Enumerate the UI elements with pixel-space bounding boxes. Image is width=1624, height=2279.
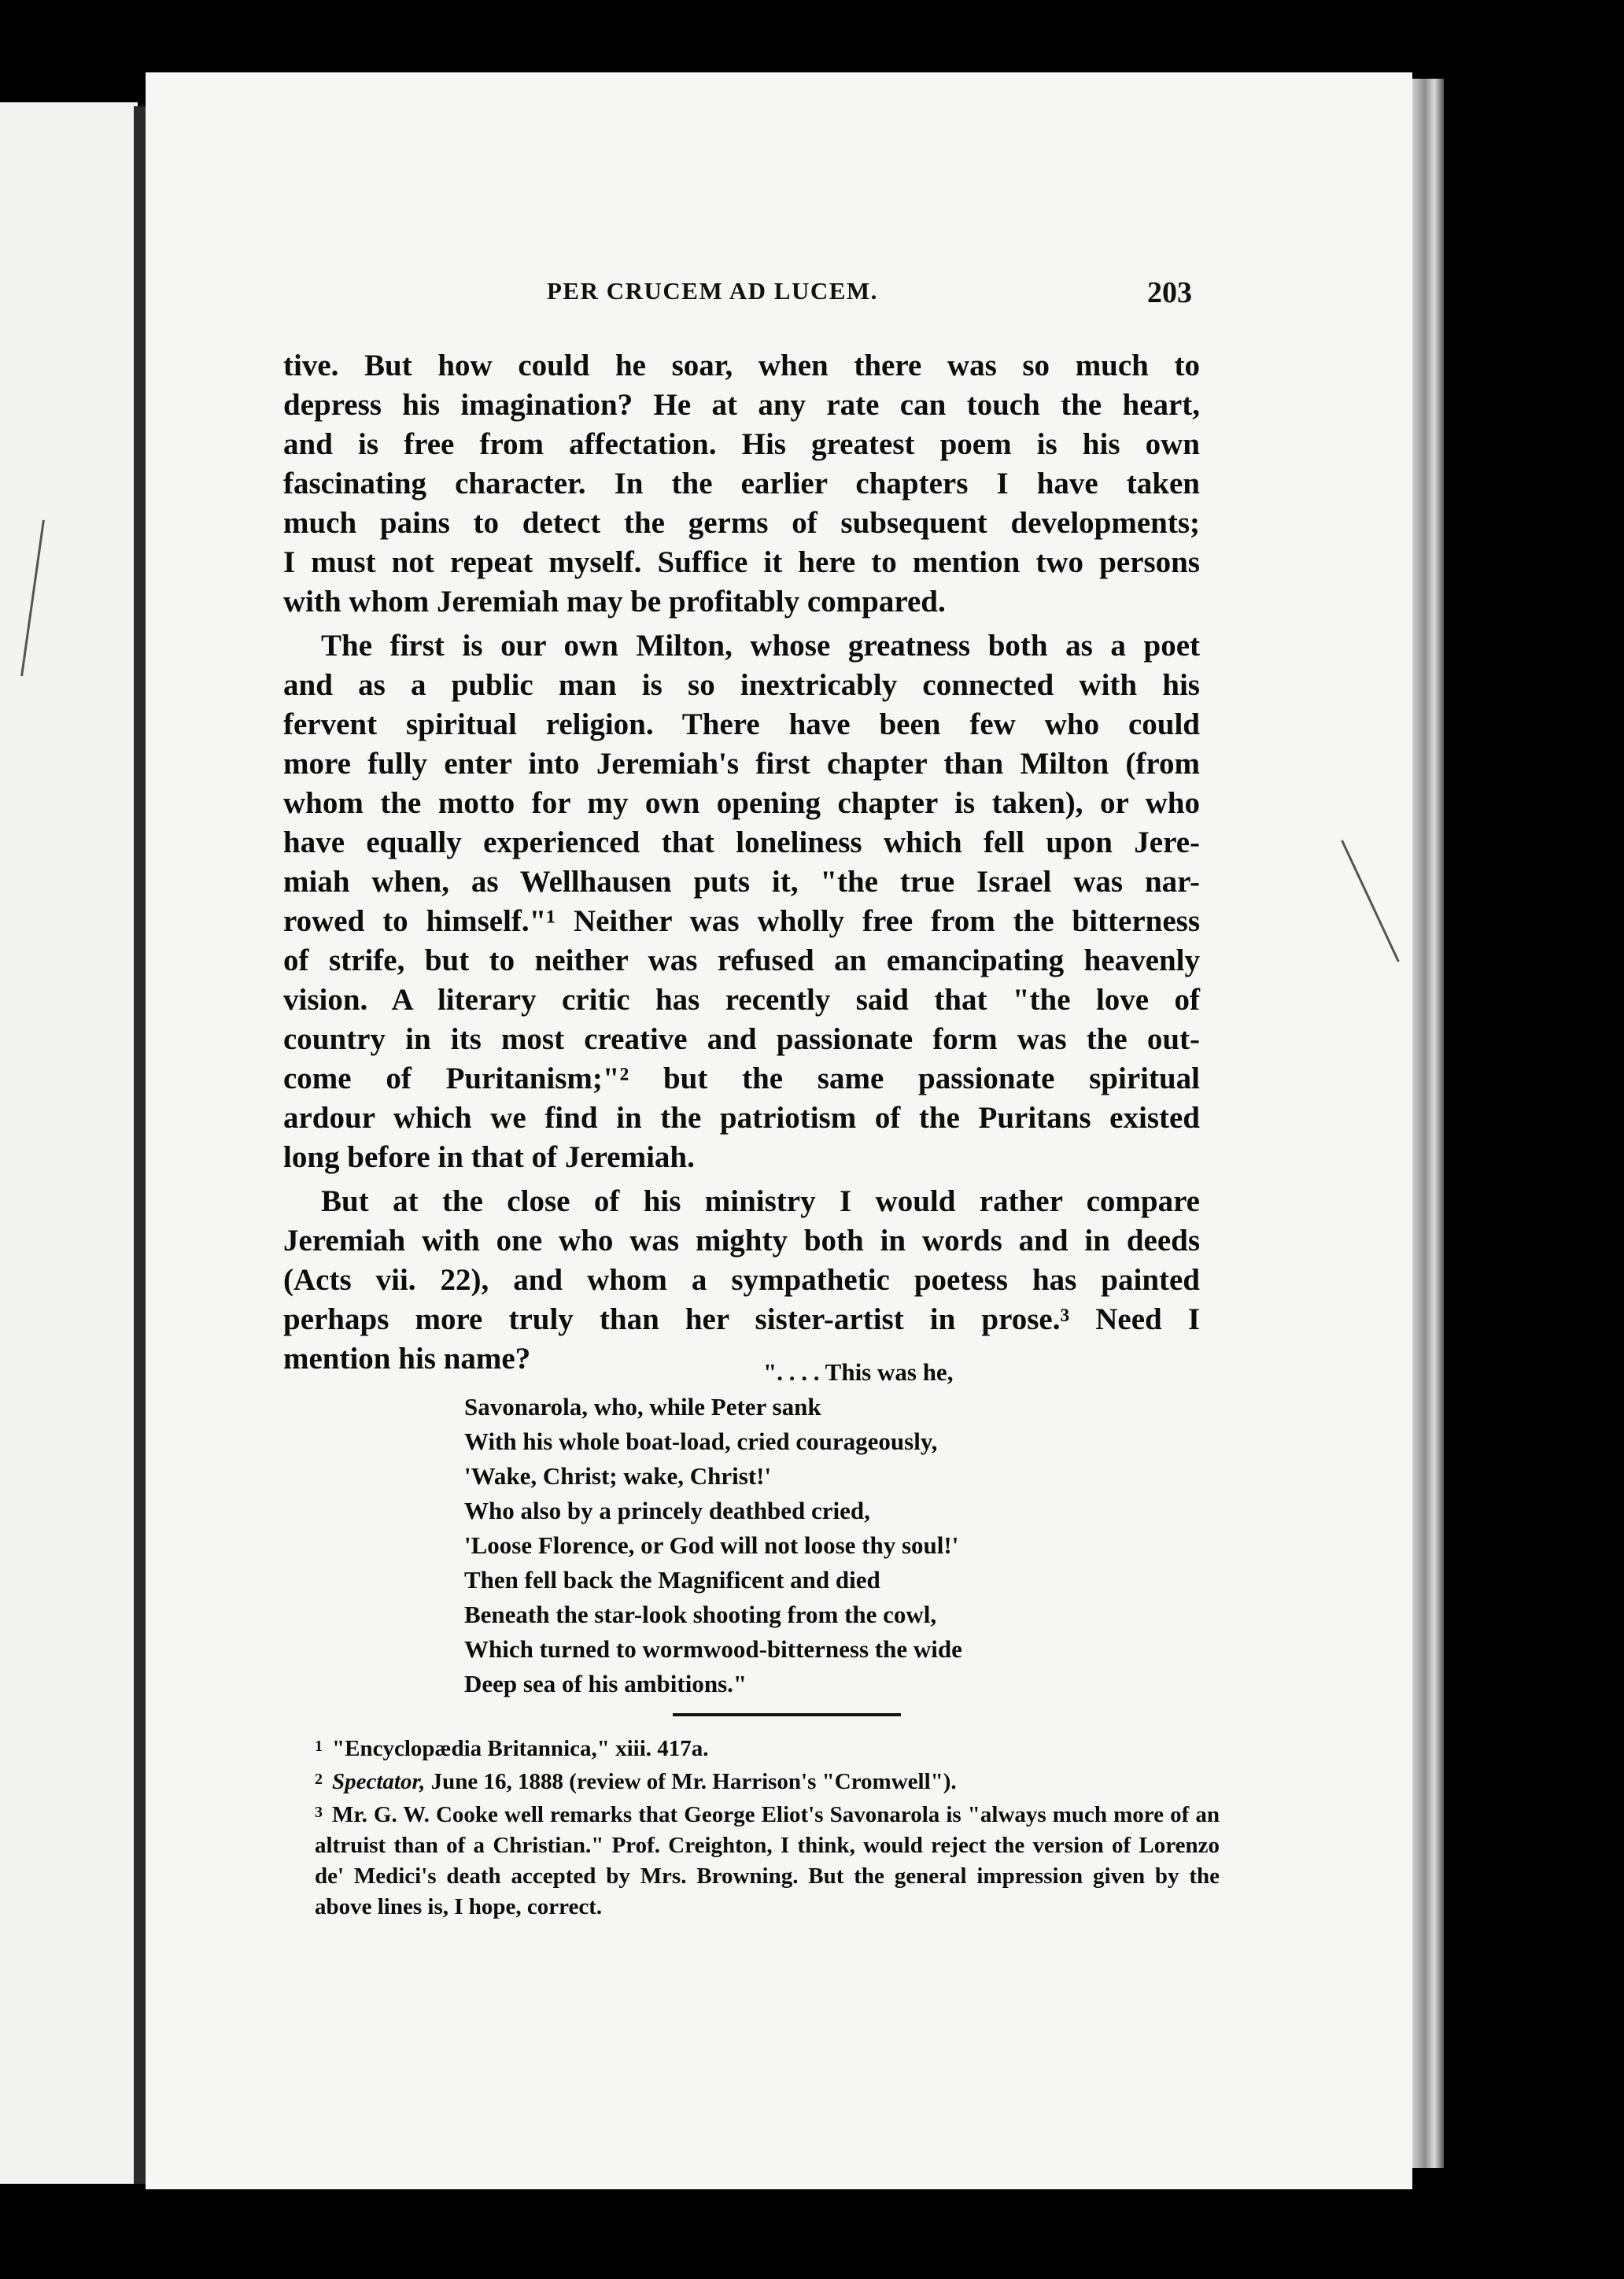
poem-line: Then fell back the Magnificent and died [464,1566,880,1594]
body-text [283,346,1200,1383]
paragraph [283,1182,1200,1379]
text-line: fascinating character. In the earlier chapters I have taken [283,467,1200,500]
facing-page-edge [0,102,138,2184]
text-line: But at the close of his ministry I would rather compare [321,1184,1200,1218]
text-line: and as a public man is so inextricably connected with his [283,668,1200,702]
text-line: depress his imagination? He at any rate can touch the heart, [283,388,1200,422]
text-line: miah when, as Wellhausen puts it, "the true Israel was nar- [283,865,1200,899]
text-line: more fully enter into Jeremiah's first chapter than Milton (from [283,747,1200,781]
footnote-divider [673,1713,901,1716]
text-line: mention his name? [283,1342,531,1376]
poem-line: Which turned to wormwood-bitterness the wide [464,1635,962,1663]
poem-line: 'Loose Florence, or God will not loose thy soul!' [464,1531,959,1559]
text-line: country in its most creative and passionate form was the out- [283,1022,1200,1056]
text-line: fervent spiritual religion. There have been few who could [283,707,1200,741]
footnote-marker: 3 [315,1804,323,1821]
text-line: tive. But how could he soar, when there was so much to [283,349,1200,382]
text-line: come of Puritanism;"² but the same passionate spiritual [283,1062,1200,1095]
running-header [547,277,1192,312]
text-line: (Acts vii. 22), and whom a sympathetic poetess has painted [283,1263,1200,1297]
footnote-marker: 1 [315,1738,323,1755]
poem-line: Deep sea of his ambitions." [464,1670,747,1697]
poem-line: 'Wake, Christ; wake, Christ!' [464,1462,772,1490]
footnote [315,1764,1220,1797]
paragraph [283,626,1200,1177]
text-line: with whom Jeremiah may be profitably compared. [283,585,946,619]
footnote-text: Mr. G. W. Cooke well remarks that George Eliot's Savonarola is "always much more of an altruist than of a Christian." Prof. Creighton, I think, would reject the version of Lorenzo de' Medici's death accepted by Mrs. Browning. But the general impression given by the above lines is, I hope, correct. [315,1802,1220,1919]
poem-line: Savonarola, who, while Peter sank [464,1393,821,1420]
poem-line: Beneath the star-look shooting from the cowl, [464,1601,937,1628]
text-line: rowed to himself."¹ Neither was wholly free from the bitterness [283,904,1200,938]
text-line: long before in that of Jeremiah. [283,1140,695,1174]
text-line: Jeremiah with one who was mighty both in words and in deeds [283,1224,1200,1258]
text-line: and is free from affectation. His greatest poem is his own [283,427,1200,461]
poem-line: Who also by a princely deathbed cried, [464,1497,870,1524]
footnote [315,1797,1220,1923]
paragraph [283,346,1200,622]
text-line: whom the motto for my own opening chapter is taken), or who [283,786,1200,820]
footnote [315,1731,1220,1764]
footnote-text: June 16, 1888 (review of Mr. Harrison's "Cromwell"). [425,1769,957,1794]
text-line: vision. A literary critic has recently said that "the love of [283,983,1200,1017]
page-number: 203 [1147,276,1192,309]
text-line: perhaps more truly than her sister-artist in prose.³ Need I [283,1302,1200,1336]
text-line: The first is our own Milton, whose greatness both as a poet [321,629,1200,663]
text-line: ardour which we find in the patriotism of the Puritans existed [283,1101,1200,1135]
footnote-marker: 2 [315,1771,323,1788]
page-stack-edge [1412,79,1444,2168]
footnote-text: "Encyclopædia Britannica," xiii. 417a. [332,1736,709,1761]
poem-line: ". . . . This was he, [763,1358,954,1386]
footnote-source: Spectator, [332,1769,426,1794]
text-line: have equally experienced that loneliness which fell upon Jere- [283,826,1200,859]
text-line: of strife, but to neither was refused an emancipating heavenly [283,944,1200,977]
running-title: PER CRUCEM AD LUCEM. [547,277,878,305]
text-line: I must not repeat myself. Suffice it here to mention two persons [283,545,1200,579]
poem-line: With his whole boat-load, cried courageously, [464,1428,938,1455]
footnotes [315,1731,1220,1923]
text-line: much pains to detect the germs of subsequent developments; [283,506,1200,540]
poem-quotation [464,1355,1078,1701]
